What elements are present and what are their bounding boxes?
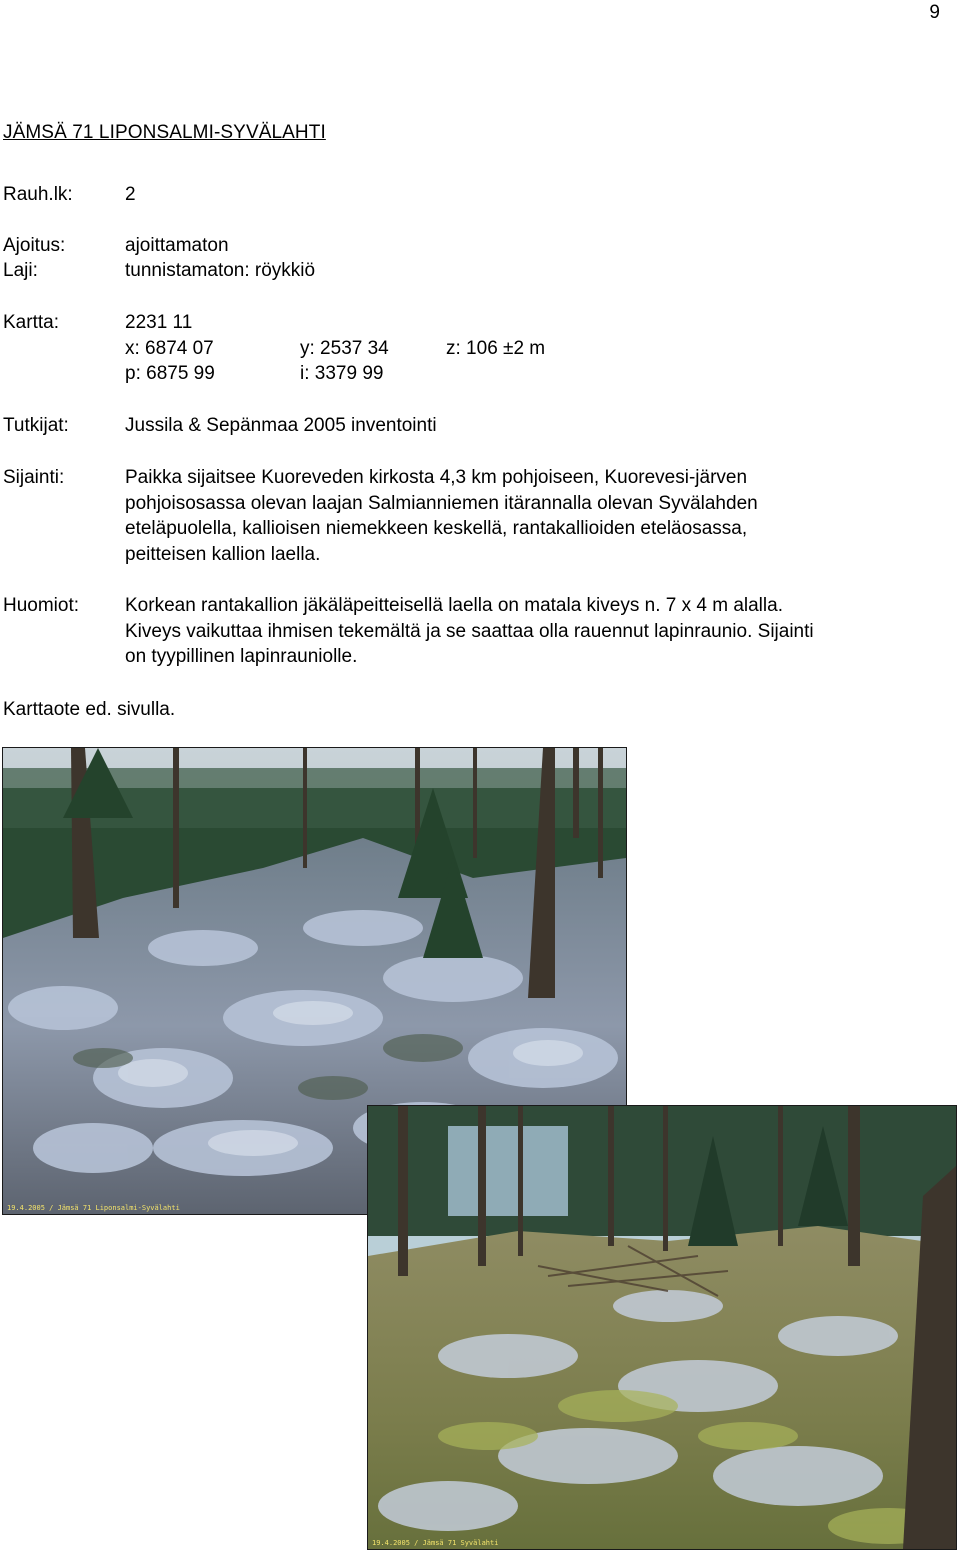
huomiot-line: Korkean rantakallion jäkäläpeitteisellä laella on matala kiveys n. 7 x 4 m alalla. (125, 595, 783, 616)
photo-timestamp: 19.4.2005 / Jämsä 71 Syvälahti (372, 1539, 499, 1547)
page-number: 9 (929, 2, 940, 23)
sijainti-line: pohjoisosassa olevan laajan Salmianniemen itärannalla olevan Syvälahden (125, 492, 758, 514)
footer-note: Karttaote ed. sivulla. (3, 699, 176, 720)
laji-value: tunnistamaton: röykkiö (125, 260, 316, 281)
ajoitus-label: Ajoitus: (3, 235, 66, 256)
tutkijat-value: Jussila & Sepänmaa 2005 inventointi (125, 415, 437, 436)
p-coordinate: p: 6875 99 (125, 363, 215, 384)
y-coordinate: y: 2537 34 (300, 338, 389, 359)
coordinates-row-1 (3, 336, 943, 362)
forest-photo-illustration (368, 1106, 956, 1549)
coordinates-row-2 (3, 361, 943, 387)
sijainti-text (125, 465, 915, 567)
kartta-label: Kartta: (3, 312, 59, 333)
kartta-value: 2231 11 (125, 312, 193, 333)
tutkijat-label: Tutkijat: (3, 415, 69, 436)
sijainti-line: peitteisen kallion laella. (125, 543, 321, 565)
huomiot-label: Huomiot: (3, 595, 80, 616)
site-photo-2 (367, 1105, 957, 1550)
rauh-label: Rauh.lk: (3, 184, 73, 205)
sijainti-label: Sijainti: (3, 467, 65, 488)
z-coordinate: z: 106 ±2 m (446, 338, 546, 359)
laji-label: Laji: (3, 260, 38, 281)
huomiot-text (125, 593, 945, 670)
ajoitus-value: ajoittamaton (125, 235, 229, 256)
photo-timestamp: 19.4.2005 / Jämsä 71 Liponsalmi-Syvälahti (7, 1204, 180, 1212)
rauh-value: 2 (125, 184, 136, 205)
huomiot-line: on tyypillinen lapinrauniolle. (125, 646, 358, 667)
page-title: JÄMSÄ 71 LIPONSALMI-SYVÄLAHTI (3, 122, 326, 143)
huomiot-line: Kiveys vaikuttaa ihmisen tekemältä ja se saattaa olla rauennut lapinraunio. Sijainti (125, 620, 814, 642)
sijainti-line: Paikka sijaitsee Kuoreveden kirkosta 4,3 km pohjoiseen, Kuorevesi-järven (125, 467, 748, 488)
sijainti-line: eteläpuolella, kallioisen niemekkeen keskellä, rantakallioiden eteläosassa, (125, 518, 748, 539)
i-coordinate: i: 3379 99 (300, 363, 384, 384)
x-coordinate: x: 6874 07 (125, 338, 214, 359)
